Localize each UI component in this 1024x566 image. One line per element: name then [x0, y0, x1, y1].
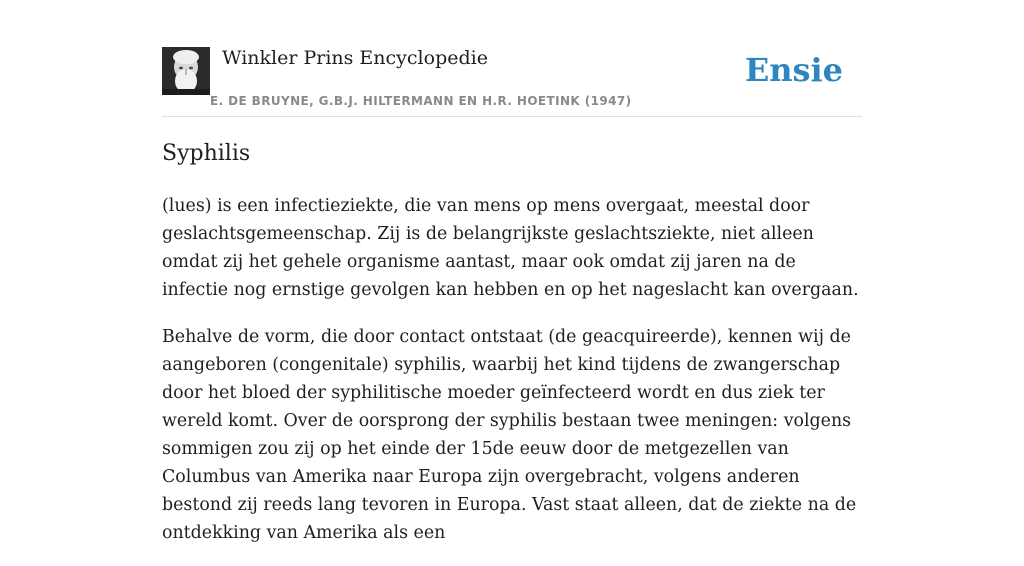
article-title: Syphilis: [162, 141, 251, 166]
site-header: [162, 46, 862, 117]
bearded-portrait-icon: [162, 47, 210, 95]
article-paragraph: (lues) is een infectieziekte, die van mens op mens overgaat, meestal door geslachtsgemeenschap. Zij is de belangrijkste geslachtsziekte, niet alleen omdat zij het gehele organisme aantast, maar ook omdat zij jaren na de infectie nog ernstige gevolgen kan hebben en op het nageslacht kan overgaan.: [162, 196, 859, 300]
article-body: [162, 192, 862, 566]
site-title[interactable]: Winkler Prins Encyclopedie: [222, 47, 488, 69]
ensie-logo[interactable]: Ensie: [744, 51, 843, 89]
article-paragraph: Behalve de vorm, die door contact ontstaat (de geacquireerde), kennen wij de aangeboren (congenitale) syphilis, waarbij het kind tijdens de zwangerschap door het bloed der syphilitische moeder geïnfecteerd wordt en dus ziek ter wereld komt. Over de oorsprong der syphilis bestaan twee meningen: volgens sommigen zou zij op het einde der 15de eeuw door de metgezellen van Columbus van Amerika naar Europa zijn overgebracht, volgens anderen bestond zij reeds lang tevoren in Europa. Vast staat alleen, dat de ziekte na de ontdekking van Amerika als een: [162, 327, 857, 543]
author-avatar[interactable]: [162, 47, 210, 95]
authors-line: E. DE BRUYNE, G.B.J. HILTERMANN EN H.R. HOETINK (1947): [210, 94, 632, 108]
